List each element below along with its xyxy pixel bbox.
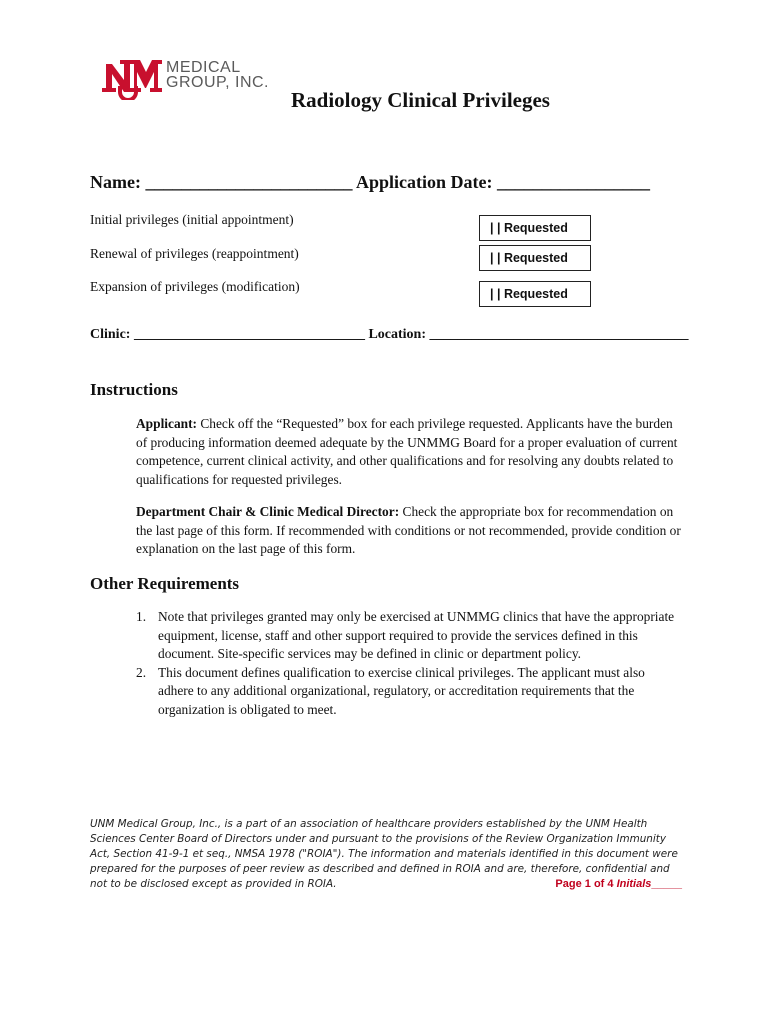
requested-checkbox-expansion[interactable]: | | Requested xyxy=(479,281,591,307)
chair-label: Department Chair & Clinic Medical Director: xyxy=(136,504,400,519)
logo-text-medical: MEDICAL xyxy=(166,59,241,76)
logo-text-group: GROUP, INC. xyxy=(166,74,269,91)
applicant-instructions xyxy=(136,415,681,489)
applicant-label: Applicant: xyxy=(136,416,198,431)
confidentiality-footer xyxy=(90,817,682,892)
initials-blank[interactable]: _____ xyxy=(651,878,682,890)
page-number xyxy=(555,877,682,892)
other-requirements-heading: Other Requirements xyxy=(90,574,240,593)
initials-label: Initials xyxy=(616,878,652,890)
clinic-location-line[interactable]: Clinic: _________________________________ Location: _____________________________________ xyxy=(90,327,689,342)
list-item xyxy=(136,664,681,720)
privilege-label-expansion: Expansion of privileges (modification) xyxy=(90,279,300,294)
chair-text: Check the appropriate box for recommendation on the last page of this form. If recommended with conditions or not recommended, provide condition or explanation on the last page of this form. xyxy=(136,504,681,556)
list-item-number: 2. xyxy=(136,664,147,680)
chair-instructions xyxy=(136,503,681,559)
requested-checkbox-initial[interactable]: | | Requested xyxy=(479,215,591,241)
instructions-heading: Instructions xyxy=(90,380,178,399)
page-title: Radiology Clinical Privileges xyxy=(291,88,550,112)
list-item-text: This document defines qualification to exercise clinical privileges. The applicant must also adhere to any additional organizational, regulatory, or accreditation requirements that the organization is obligated to meet. xyxy=(158,664,645,717)
footer-text: UNM Medical Group, Inc., is a part of an association of healthcare providers established by the UNM Health Sciences Center Board of Directors under and pursuant to the provisions of the Review Organization Immunity Act, Section 41-9-1 et seq., NMSA 1978 ("ROIA"). The information and materials identified in this document were prepared for the purposes of peer review as described and defined in ROIA and are, therefore, confidential and xyxy=(90,818,678,875)
logo-wordmark xyxy=(166,60,269,90)
requirements-list xyxy=(136,608,681,719)
list-item-text: Note that privileges granted may only be exercised at UNMMG clinics that have the appropriate equipment, license, staff and other support required to provide the services defined in this document. Site-specific services may be defined in clinic or department policy. xyxy=(158,609,675,661)
requested-checkbox-renewal[interactable]: | | Requested xyxy=(479,245,591,271)
page-label: Page 1 of 4 xyxy=(555,878,617,890)
applicant-text: Check off the “Requested” box for each privilege requested. Applicants have the burden of producing information deemed adequate by the UNMMG Board for a proper evaluation of current competence, current clinical activity, and other qualifications and for resolving any doubts related to qualifications for requested privileges. xyxy=(136,416,678,487)
list-item-number: 1. xyxy=(136,609,147,624)
footer-last-text: not to be disclosed except as provided in ROIA. xyxy=(90,878,337,890)
privilege-label-renewal: Renewal of privileges (reappointment) xyxy=(90,246,299,261)
footer-last-line xyxy=(90,877,682,892)
name-application-date-line[interactable]: Name: _______________________ Application Date: _________________ xyxy=(90,172,650,192)
privilege-label-initial: Initial privileges (initial appointment) xyxy=(90,212,294,227)
list-item xyxy=(136,608,681,664)
